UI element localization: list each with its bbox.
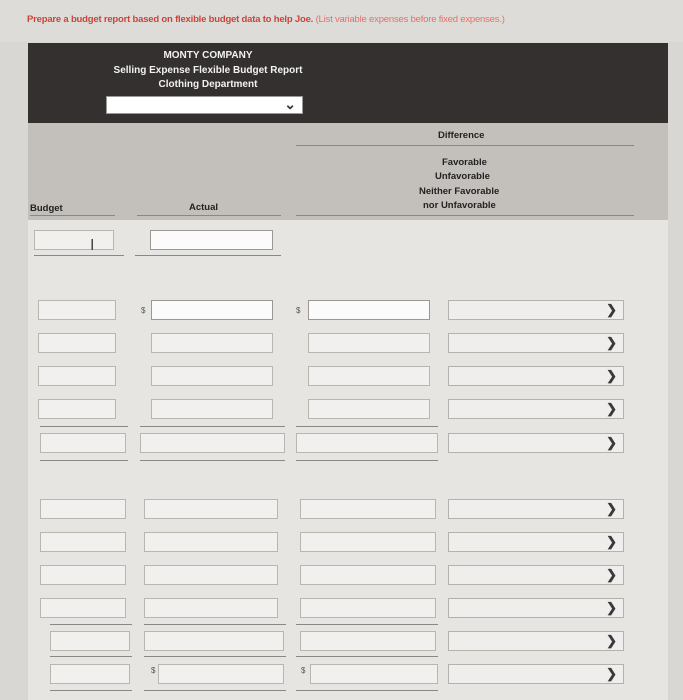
actual-input-2[interactable] — [151, 333, 273, 353]
instruction-note: (List variable expenses before fixed expenses.) — [315, 14, 505, 25]
budget-total-fixed[interactable] — [50, 631, 130, 651]
period-select[interactable] — [106, 96, 303, 114]
difference-select-10[interactable] — [448, 631, 624, 651]
chevron-down-icon: ⌄ — [284, 96, 296, 112]
budget-input-8[interactable] — [40, 565, 126, 585]
chevron-down-icon: ❯ — [606, 534, 617, 549]
actual-total-fixed[interactable] — [144, 631, 284, 651]
budget-input-9[interactable] — [40, 598, 126, 618]
currency-symbol: $ — [141, 306, 146, 315]
difference-select-11[interactable] — [448, 664, 624, 684]
difference-input-3[interactable] — [308, 366, 430, 386]
department-name: Clothing Department — [158, 79, 258, 90]
chevron-down-icon: ❯ — [606, 302, 617, 317]
text-cursor-icon: I — [90, 237, 95, 254]
subtotal-line-actual — [140, 426, 285, 427]
double-line-actual — [144, 690, 286, 691]
difference-select-5[interactable] — [448, 433, 624, 453]
budget-input-4[interactable] — [38, 399, 116, 419]
actual-header: Actual — [189, 202, 219, 213]
chevron-down-icon: ❯ — [606, 633, 617, 648]
instruction-lead: Prepare a budget report based on flexible budget data to help Joe. — [27, 14, 314, 25]
option-neither: Neither Favorable — [419, 186, 500, 197]
difference-select-2[interactable] — [448, 333, 624, 353]
total-line-budget — [40, 460, 128, 461]
difference-select-4[interactable] — [448, 399, 624, 419]
report-title: Selling Expense Flexible Budget Report — [113, 65, 303, 76]
actual-input-7[interactable] — [144, 532, 278, 552]
chevron-down-icon: ❯ — [606, 567, 617, 582]
difference-input-1[interactable] — [308, 300, 430, 320]
total-line-fixed-difference — [296, 656, 438, 657]
difference-select-8[interactable] — [448, 565, 624, 585]
actual-total-variable[interactable] — [140, 433, 285, 453]
double-line-difference — [296, 690, 438, 691]
chevron-down-icon: ❯ — [606, 335, 617, 350]
total-line-actual — [140, 460, 285, 461]
difference-input-6[interactable] — [300, 499, 436, 519]
difference-select-1[interactable] — [448, 300, 624, 320]
difference-select-3[interactable] — [448, 366, 624, 386]
budget-input-6[interactable] — [40, 499, 126, 519]
chevron-down-icon: ❯ — [606, 501, 617, 516]
instruction-bar — [0, 0, 683, 42]
option-favorable: Favorable — [442, 157, 487, 168]
budget-input-3[interactable] — [38, 366, 116, 386]
difference-select-6[interactable] — [448, 499, 624, 519]
budget-input-1[interactable] — [38, 300, 116, 320]
difference-input-7[interactable] — [300, 532, 436, 552]
budget-grand-total[interactable] — [50, 664, 130, 684]
subtotal-line-fixed-actual — [144, 624, 286, 625]
difference-select-7[interactable] — [448, 532, 624, 552]
total-line-difference — [296, 460, 438, 461]
column-header-area — [28, 123, 668, 220]
subtotal-line-budget — [40, 426, 128, 427]
actual-input-4[interactable] — [151, 399, 273, 419]
actual-input-1[interactable] — [151, 300, 273, 320]
chevron-down-icon: ❯ — [606, 401, 617, 416]
chevron-down-icon: ❯ — [606, 368, 617, 383]
actual-grand-total[interactable] — [158, 664, 284, 684]
difference-grand-total[interactable] — [310, 664, 438, 684]
difference-header: Difference — [438, 130, 485, 141]
budget-total-variable[interactable] — [40, 433, 126, 453]
actual-input-6[interactable] — [144, 499, 278, 519]
actual-underline — [137, 215, 281, 216]
actual-heading-input[interactable] — [150, 230, 273, 250]
heading-underline-2 — [135, 255, 281, 256]
difference-input-2[interactable] — [308, 333, 430, 353]
chevron-down-icon: ❯ — [606, 435, 617, 450]
actual-input-8[interactable] — [144, 565, 278, 585]
currency-symbol: $ — [151, 666, 156, 675]
instruction-text — [27, 14, 505, 25]
difference-select-9[interactable] — [448, 598, 624, 618]
option-nor: nor Unfavorable — [423, 200, 496, 211]
heading-underline-1 — [34, 255, 124, 256]
option-unfavorable: Unfavorable — [435, 171, 490, 182]
subtotal-line-fixed-budget — [50, 624, 132, 625]
chevron-down-icon: ❯ — [606, 666, 617, 681]
subtotal-line-difference — [296, 426, 438, 427]
difference-total-variable[interactable] — [296, 433, 438, 453]
budget-heading-input[interactable] — [34, 230, 114, 250]
company-name: MONTY COMPANY — [163, 50, 253, 61]
total-line-fixed-actual — [144, 656, 286, 657]
total-line-fixed-budget — [50, 656, 132, 657]
budget-header: Budget — [30, 203, 63, 214]
currency-symbol: $ — [296, 306, 301, 315]
difference-input-9[interactable] — [300, 598, 436, 618]
actual-input-3[interactable] — [151, 366, 273, 386]
difference-underline-bottom — [296, 215, 634, 216]
difference-total-fixed[interactable] — [300, 631, 436, 651]
currency-symbol: $ — [301, 666, 306, 675]
budget-input-2[interactable] — [38, 333, 116, 353]
actual-input-9[interactable] — [144, 598, 278, 618]
double-line-budget — [50, 690, 132, 691]
budget-underline — [30, 215, 115, 216]
budget-input-7[interactable] — [40, 532, 126, 552]
chevron-down-icon: ❯ — [606, 600, 617, 615]
difference-input-8[interactable] — [300, 565, 436, 585]
difference-underline — [296, 145, 634, 146]
difference-input-4[interactable] — [308, 399, 430, 419]
subtotal-line-fixed-difference — [296, 624, 438, 625]
